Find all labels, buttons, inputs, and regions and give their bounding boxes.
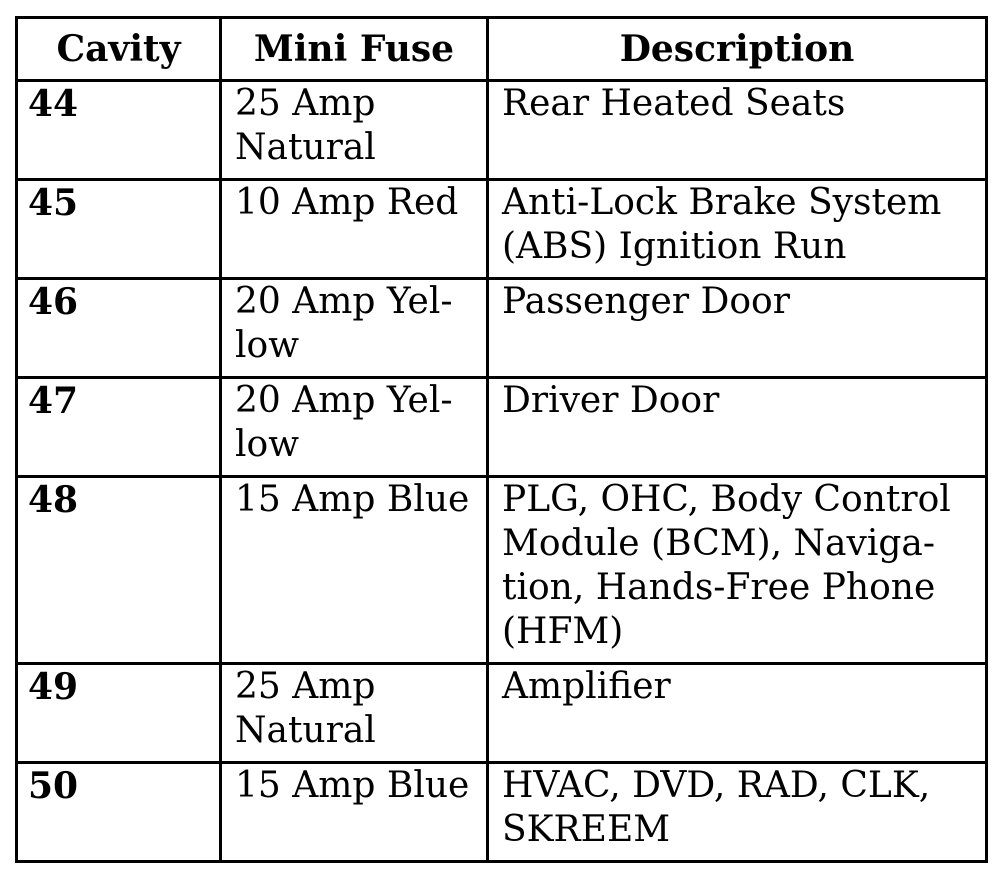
- description-cell: Passenger Door: [488, 279, 987, 378]
- description-cell: Rear Heated Seats: [488, 81, 987, 180]
- header-mini-fuse: Mini Fuse: [221, 18, 488, 81]
- mini-fuse-cell: 20 Amp Yel-low: [221, 378, 488, 477]
- mini-fuse-cell: 25 Amp Natural: [221, 664, 488, 763]
- table-header-row: [17, 18, 987, 81]
- mini-fuse-cell: 15 Amp Blue: [221, 477, 488, 664]
- description-cell: Amplifier: [488, 664, 987, 763]
- cavity-cell: 45: [17, 180, 221, 279]
- cavity-cell: 46: [17, 279, 221, 378]
- table-row: [17, 477, 987, 664]
- mini-fuse-cell: 20 Amp Yel-low: [221, 279, 488, 378]
- description-cell: Driver Door: [488, 378, 987, 477]
- header-description: Description: [488, 18, 987, 81]
- cavity-cell: 49: [17, 664, 221, 763]
- mini-fuse-cell: 15 Amp Blue: [221, 763, 488, 862]
- table-row: [17, 279, 987, 378]
- mini-fuse-cell: 10 Amp Red: [221, 180, 488, 279]
- cavity-cell: 48: [17, 477, 221, 664]
- table-row: [17, 763, 987, 862]
- description-cell: HVAC, DVD, RAD, CLK, SKREEM: [488, 763, 987, 862]
- cavity-cell: 50: [17, 763, 221, 862]
- table-row: [17, 378, 987, 477]
- fuse-table: [15, 16, 988, 863]
- cavity-cell: 44: [17, 81, 221, 180]
- mini-fuse-cell: 25 Amp Natural: [221, 81, 488, 180]
- header-cavity: Cavity: [17, 18, 221, 81]
- cavity-cell: 47: [17, 378, 221, 477]
- description-cell: PLG, OHC, Body Control Module (BCM), Naviga-tion, Hands-Free Phone (HFM): [488, 477, 987, 664]
- table-row: [17, 664, 987, 763]
- table-row: [17, 81, 987, 180]
- description-cell: Anti-Lock Brake System (ABS) Ignition Run: [488, 180, 987, 279]
- table-row: [17, 180, 987, 279]
